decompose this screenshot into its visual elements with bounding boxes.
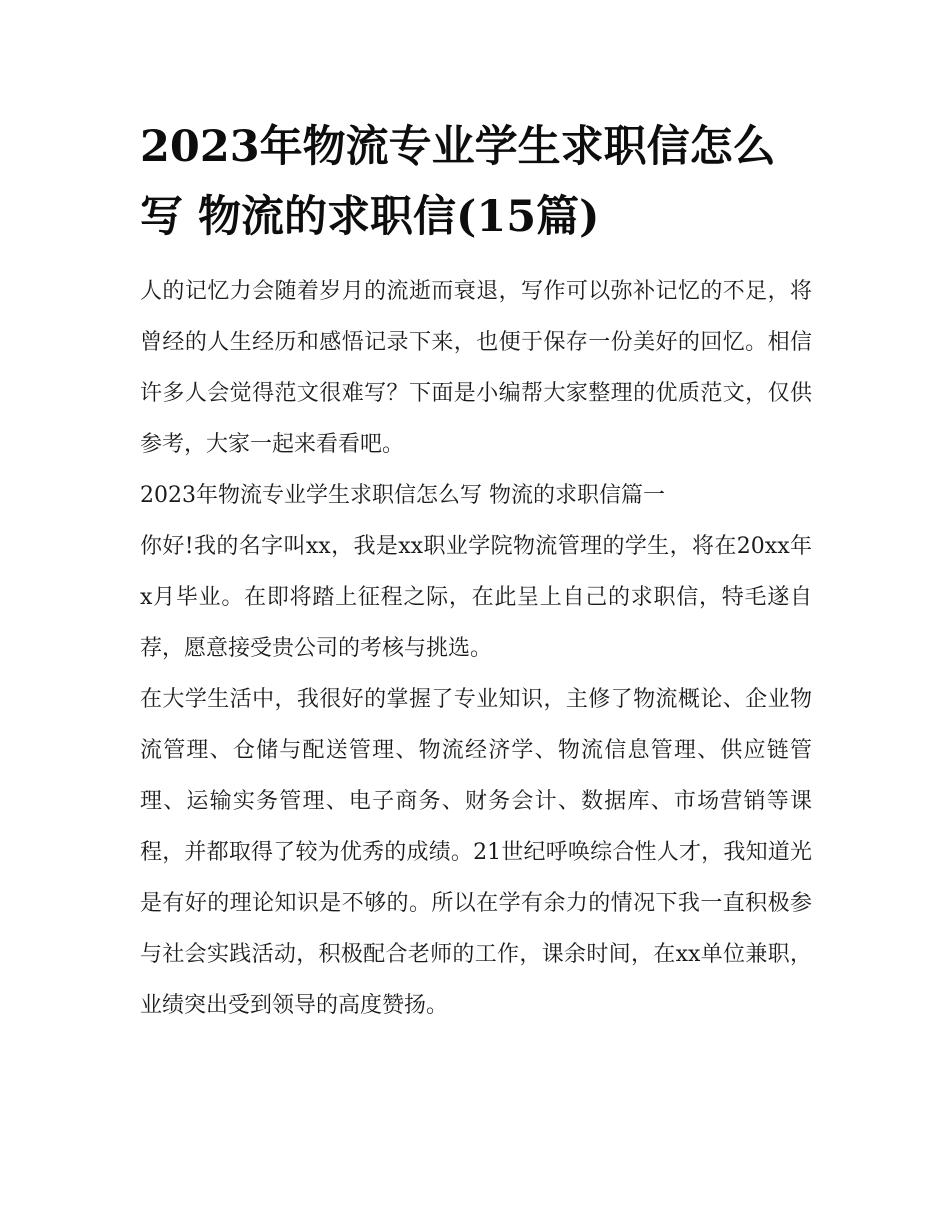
- section-heading: 2023年物流专业学生求职信怎么写 物流的求职信篇一: [140, 483, 665, 508]
- greeting-paragraph: 你好!我的名字叫xx，我是xx职业学院物流管理的学生，将在20xx年x月毕业。在即将踏上征程之际，在此呈上自己的求职信，特毛遂自荐，愿意接受贵公司的考核与挑选。: [140, 534, 812, 661]
- document-body: [140, 112, 812, 1031]
- study-paragraph: 在大学生活中，我很好的掌握了专业知识，主修了物流概论、企业物流管理、仓储与配送管理、物流经济学、物流信息管理、供应链管理、运输实务管理、电子商务、财务会计、数据库、市场营销等课程，并都取得了较为优秀的成绩。21世纪呼唤综合性人才，我知道光是有好的理论知识是不够的。所以在学有余力的情况下我一直积极参与社会实践活动，积极配合老师的工作，课余时间，在xx单位兼职，业绩突出受到领导的高度赞扬。: [140, 687, 812, 1018]
- intro-paragraph: 人的记忆力会随着岁月的流逝而衰退，写作可以弥补记忆的不足，将曾经的人生经历和感悟记录下来，也便于保存一份美好的回忆。相信许多人会觉得范文很难写？下面是小编帮大家整理的优质范文，仅供参考，大家一起来看看吧。: [140, 279, 812, 457]
- document-title: 2023年物流专业学生求职信怎么写 物流的求职信(15篇): [140, 122, 776, 242]
